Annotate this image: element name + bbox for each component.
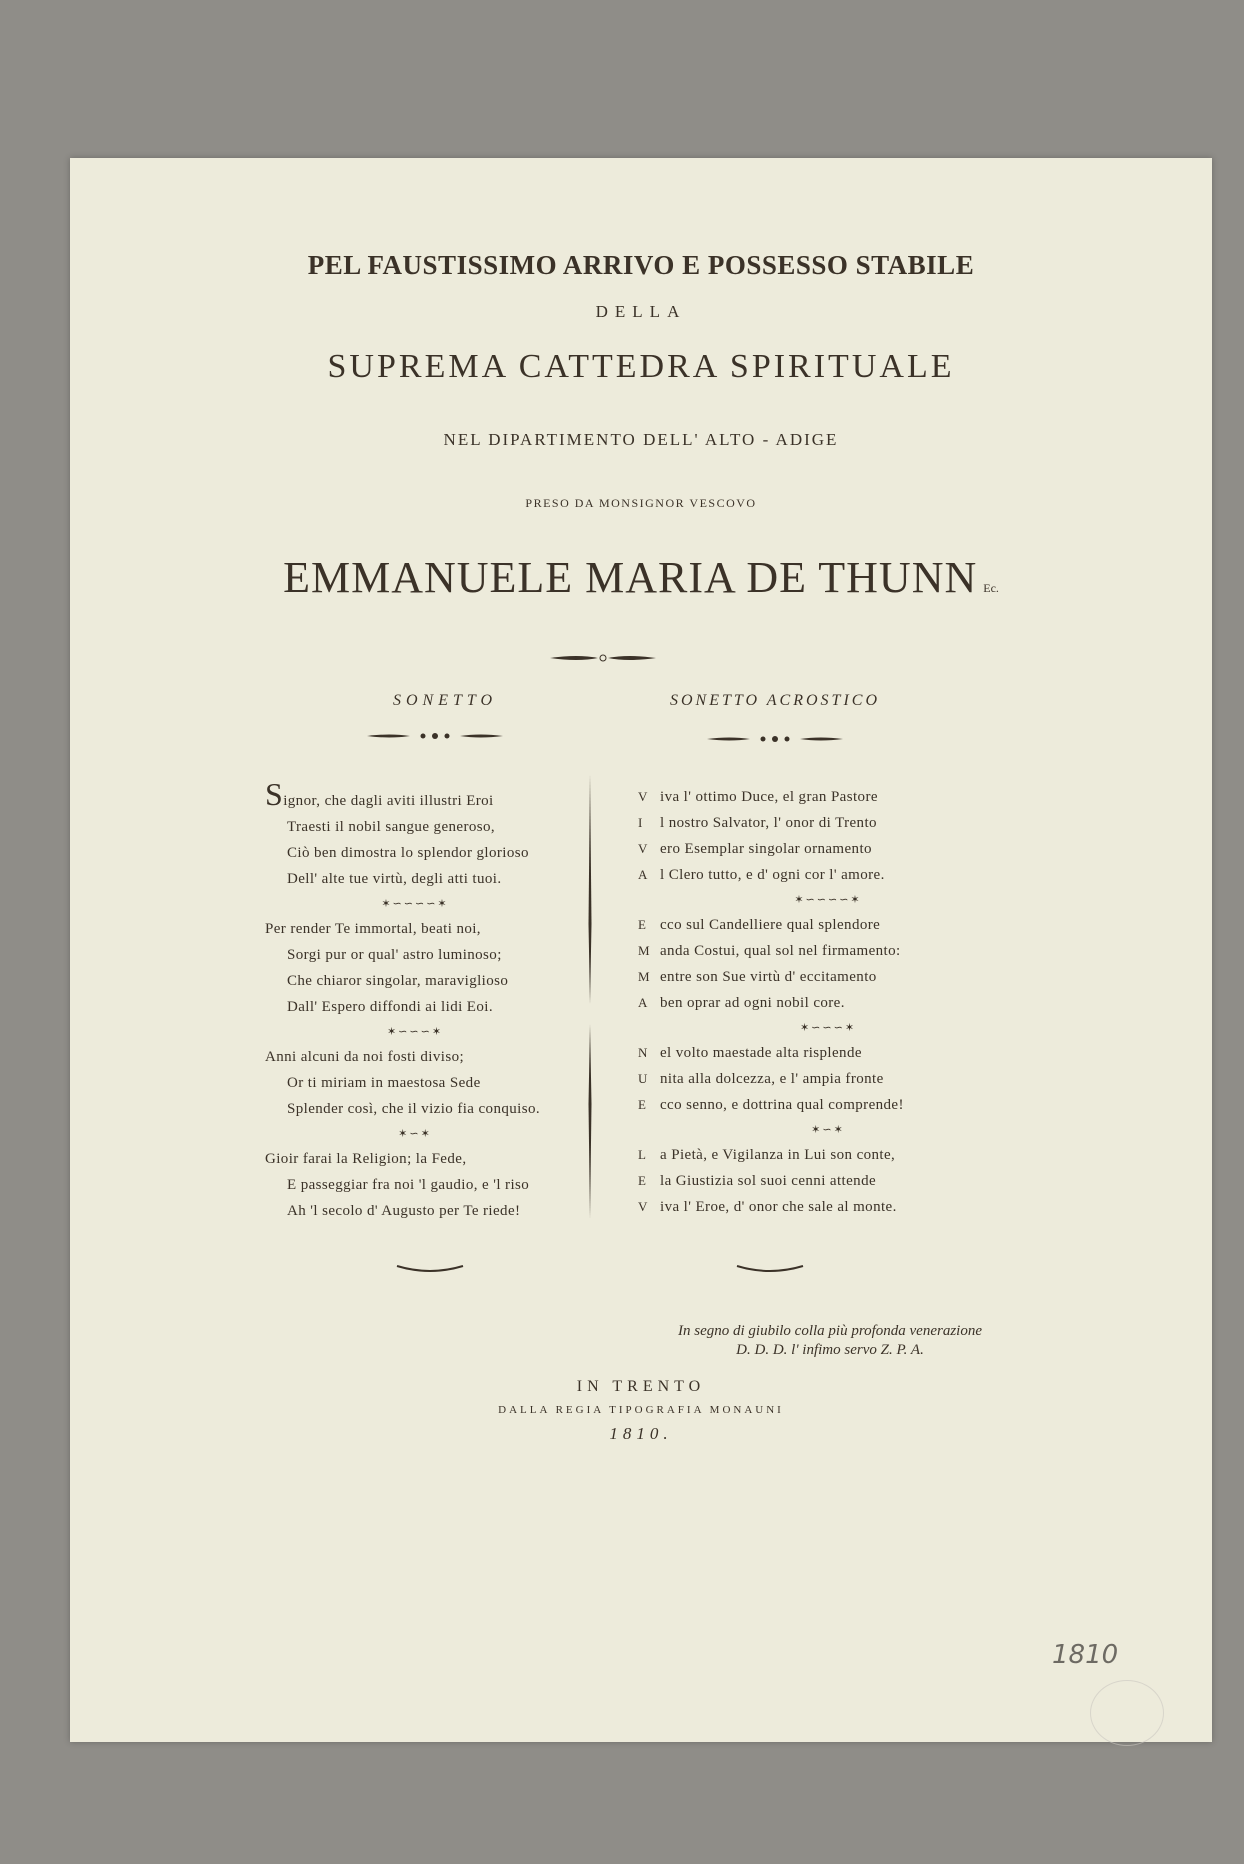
imprint-city: IN TRENTO	[576, 1378, 706, 1395]
acrostic-letter: L	[638, 1147, 647, 1162]
title-line-3: SUPREMA CATTEDRA SPIRITUALE	[327, 348, 955, 385]
verse-line	[638, 784, 1018, 810]
verse-text: l Clero tutto, e d' ogni cor l' amore.	[660, 867, 885, 883]
verse-line: Signor, che dagli aviti illustri Eroi	[265, 776, 494, 812]
verse-line	[638, 912, 1018, 938]
stanza-ornament-icon: ✶∽∽∽✶	[386, 1026, 444, 1038]
verse-text: la Giustizia sol suoi cenni attende	[660, 1173, 877, 1189]
verse-text: l nostro Salvator, l' onor di Trento	[660, 815, 877, 831]
drop-cap: S	[265, 776, 284, 812]
left-end-flourish-icon	[395, 1262, 465, 1274]
dedication-line-1: In segno di giubilo colla più profonda venerazione	[678, 1323, 982, 1339]
acrostic-letter: A	[638, 867, 648, 882]
verse-line: Splender così, che il vizio fia conquiso.	[287, 1101, 541, 1117]
verse-line: Dall' Espero diffondi ai lidi Eoi.	[287, 999, 493, 1015]
verse-line	[638, 1142, 1018, 1168]
verse-line	[638, 1092, 1018, 1118]
title-line-1: PEL FAUSTISSIMO ARRIVO E POSSESSO STABILE	[307, 250, 975, 280]
right-title-flourish-icon	[705, 733, 845, 745]
verse-line: Or ti miriam in maestosa Sede	[287, 1075, 481, 1091]
right-sonnet	[638, 784, 1018, 1220]
verse-line: E passeggiar fra noi 'l gaudio, e 'l riso	[287, 1177, 530, 1193]
verse-line: Che chiaror singolar, maraviglioso	[287, 973, 509, 989]
left-sonnet-title: SONETTO	[392, 692, 498, 709]
verse-line	[638, 1168, 1018, 1194]
acrostic-letter: V	[638, 841, 648, 856]
verse-line	[638, 1066, 1018, 1092]
right-end-flourish-icon	[735, 1262, 805, 1274]
honoree-name	[70, 552, 1212, 603]
imprint-year: 1810.	[609, 1424, 673, 1443]
acrostic-letter: E	[638, 917, 647, 932]
verse-line	[638, 836, 1018, 862]
acrostic-letter: U	[638, 1071, 648, 1086]
acrostic-letter: V	[638, 789, 648, 804]
imprint-printer: DALLA REGIA TIPOGRAFIA MONAUNI	[498, 1404, 784, 1416]
verse-line	[638, 862, 1018, 888]
verse-text: el volto maestade alta risplende	[660, 1045, 862, 1061]
acrostic-letter: E	[638, 1173, 647, 1188]
verse-line: Ah 'l secolo d' Augusto per Te riede!	[287, 1203, 521, 1219]
dedication-line-2: D. D. D. l' infimo servo Z. P. A.	[736, 1342, 924, 1358]
acrostic-letter: A	[638, 995, 648, 1010]
acrostic-letter: M	[638, 969, 650, 984]
title-flourish-icon	[548, 652, 658, 664]
verse-line: Per render Te immortal, beati noi,	[265, 921, 481, 937]
verse-text: ben oprar ad ogni nobil core.	[660, 995, 845, 1011]
verse-line	[638, 938, 1018, 964]
verse-line	[638, 810, 1018, 836]
verse-text: nita alla dolcezza, e l' ampia fronte	[660, 1071, 884, 1087]
etcetera-mark: Ec.	[983, 581, 999, 595]
left-sonnet	[265, 776, 565, 1224]
right-sonnet-title: SONETTO ACROSTICO	[670, 692, 880, 709]
verse-text: a Pietà, e Vigilanza in Lui son conte,	[660, 1147, 896, 1163]
verse-text: ero Esemplar singolar ornamento	[660, 841, 872, 857]
verse-line	[638, 990, 1018, 1016]
verse-line: Gioir farai la Religion; la Fede,	[265, 1151, 467, 1167]
verse-line: Sorgi pur or qual' astro luminoso;	[287, 947, 502, 963]
stanza-ornament-icon: ✶∽∽∽∽✶	[794, 894, 862, 906]
verse-text: iva l' Eroe, d' onor che sale al monte.	[660, 1199, 897, 1215]
dedication	[600, 1322, 1060, 1360]
verse-line	[638, 1040, 1018, 1066]
verse-text: cco senno, e dottrina qual comprende!	[660, 1097, 904, 1113]
verse-line: Anni alcuni da noi fosti diviso;	[265, 1049, 465, 1065]
verse-text: anda Costui, qual sol nel firmamento:	[660, 943, 901, 959]
verse-line	[638, 964, 1018, 990]
title-line-5: PRESO DA MONSIGNOR VESCOVO	[525, 496, 757, 510]
verse-line: Traesti il nobil sangue generoso,	[287, 819, 496, 835]
stanza-ornament-icon: ✶∽∽∽∽✶	[381, 898, 449, 910]
verse-line: Dell' alte tue virtù, degli atti tuoi.	[287, 871, 502, 887]
stanza-ornament-icon: ✶∽✶	[811, 1124, 845, 1136]
verse-text: entre son Sue virtù d' eccitamento	[660, 969, 877, 985]
verse-line	[638, 1194, 1018, 1220]
verse-line: Ciò ben dimostra lo splendor glorioso	[287, 845, 529, 861]
acrostic-letter: E	[638, 1097, 647, 1112]
broadside-page	[70, 158, 1212, 1742]
collection-stamp	[1090, 1680, 1164, 1746]
pencil-annotation: 1810	[1052, 1640, 1119, 1670]
acrostic-letter: I	[638, 815, 643, 830]
stanza-ornament-icon: ✶∽∽∽✶	[799, 1022, 857, 1034]
stanza-ornament-icon: ✶∽✶	[398, 1128, 432, 1140]
verse-text: iva l' ottimo Duce, el gran Pastore	[660, 789, 878, 805]
verse-text: cco sul Candelliere qual splendore	[660, 917, 881, 933]
left-title-flourish-icon	[365, 730, 505, 742]
title-line-4: NEL DIPARTIMENTO DELL' ALTO - ADIGE	[443, 430, 839, 449]
acrostic-letter: N	[638, 1045, 648, 1060]
acrostic-letter: V	[638, 1199, 648, 1214]
honoree-name-text: EMMANUELE MARIA DE THUNN	[283, 553, 978, 602]
column-divider-icon	[588, 774, 592, 1219]
acrostic-letter: M	[638, 943, 650, 958]
title-line-2: DELLA	[595, 302, 687, 321]
